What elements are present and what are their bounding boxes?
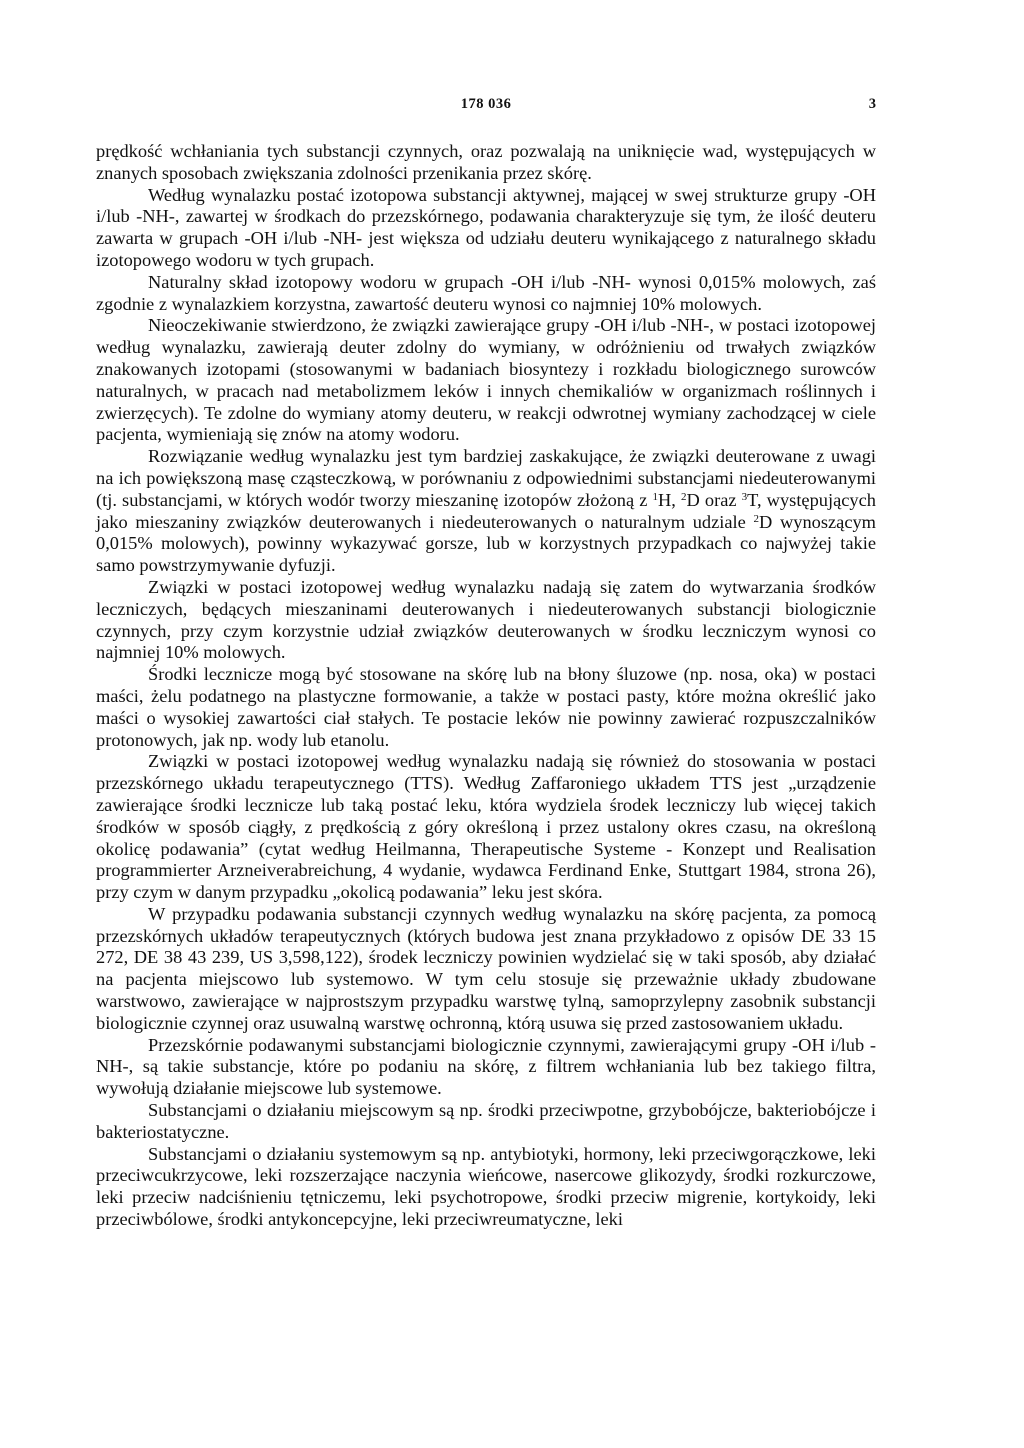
document-number: 178 036 [460, 96, 512, 112]
paragraph: Substancjami o działaniu systemowym są np. antybiotyki, hormony, leki przeciwgorączkowe, leki przeciwcukrzycowe, leki rozszerzające naczynia wieńcowe, nasercowe glikozydy, środki rozkurczowe, leki przeciw nadciśnieniu tętniczemu, leki psychotropowe, środki przeciw migrenie, kortykoidy, leki przeciwbólowe, środki antykoncepcyjne, leki przeciwreumatyczne, leki [96, 1143, 876, 1230]
isotope-text: D oraz [686, 489, 737, 510]
isotope-text: T, występujących jako mieszaniny związków deuterowanych i niedeuterowanych o naturalnym udziale [96, 489, 876, 532]
superscript: 3 [741, 490, 748, 503]
paragraph: Środki lecznicze mogą być stosowane na skórę lub na błony śluzowe (np. nosa, oka) w postaci maści, żelu podatnego na plastyczne formowanie, a także w postaci pasty, które można określić jako maści o wysokiej zawartości ciał stałych. Te postacie leków nie powinny zawierać rozpuszczalników protonowych, jak np. wody lub etanolu. [96, 664, 876, 750]
paragraph-text: Rozwiązanie według wynalazku jest tym bardziej zaskakujące, że związki deuterowane z uwagi na ich powiększoną masę cząsteczkową, w porównaniu z odpowiednimi substancjami niedeuterowanymi (tj. substancjami, w których wodór tworzy mieszaninę izotopów złożoną z [96, 446, 876, 510]
paragraph: Przezskórnie podawanymi substancjami biologicznie czynnymi, zawierającymi grupy -OH i/lub -NH-, są takie substancje, które po podaniu na skórę, z filtrem wchłaniania lub bez takiego filtra, wywołują działanie miejscowe lub systemowe. [96, 1034, 876, 1099]
isotope-text: D wynoszącym 0,015% molowych), powinny wykazywać gorsze, lub w korzystnych przypadkach co najwyżej takie samo powstrzymywanie dyfuzji. [96, 511, 876, 576]
paragraph-with-isotopes [96, 446, 876, 577]
paragraph: Substancjami o działaniu miejscowym są np. środki przeciwpotne, grzybobójcze, bakteriobójcze i bakteriostatyczne. [96, 1100, 876, 1142]
paragraph: Związki w postaci izotopowej według wynalazku nadają się zatem do wytwarzania środków leczniczych, będących mieszaninami deuterowanych i niedeuterowanych substancji biologicznie czynnych, przy czym korzystnie udział związków deuterowanych w środku leczniczym wynosi co najmniej 10% molowych. [96, 576, 876, 663]
paragraph: Związki w postaci izotopowej według wynalazku nadają się również do stosowania w postaci przezskórnego układu terapeutycznego (TTS). Według Zaffaroniego układem TTS jest „urządzenie zawierające środki lecznicze lub taką postać leku, która wydziela środek leczniczy lub więcej takich środków w sposób ciągły, z prędkością z góry określoną i przez ustalony okres czasu, na określoną okolicę podawania” (cytat według Heilmanna, Therapeutische Systeme - Konzept und Realisation programmierter Arzneiverabreichung, 4 wydanie, wydawca Ferdinand Enke, Stuttgart 1984, strona 26), przy czym w danym przypadku „okolicą podawania” leku jest skóra. [96, 751, 876, 903]
page-header [96, 96, 876, 120]
superscript: 2 [753, 512, 759, 525]
paragraph: W przypadku podawania substancji czynnych według wynalazku na skórę pacjenta, za pomocą przezskórnych układów terapeutycznych (których budowa jest znana przykładowo z opisów DE 33 15 272, DE 38 43 239, US 3,598,122), środek leczniczy powinien wydzielać się w taki sposób, aby działać na pacjenta miejscowo lub systemowo. W tym celu stosuje się przeważnie układy zbudowane warstwowo, zawierające w najprostszym przypadku warstwę tylną, samoprzylepny zasobnik substancji biologicznie czynnej oraz usuwalną warstwę ochronną, którą usuwa się przed zastosowaniem układu. [96, 903, 876, 1033]
document-body [96, 141, 876, 1231]
paragraph: prędkość wchłaniania tych substancji czynnych, oraz pozwalają na uniknięcie wad, występujących w znanych sposobach zwiększania zdolności przenikania przez skórę. [96, 141, 876, 183]
isotope-text: H, [658, 489, 676, 510]
paragraph: Nieoczekiwanie stwierdzono, że związki zawierające grupy -OH i/lub -NH-, w postaci izotopowej według wynalazku, zawierają deuter zdolny do wymiany, w odróżnieniu od trwałych związków znakowanych izotopami (stosowanymi w badaniach biosyntezy i rozkładu biologicznego surowców naturalnych, w pracach nad metabolizmem leków i innych chemikaliów w organizmach roślinnych i zwierzęcych). Te zdolne do wymiany atomy deuteru, w reakcji odwrotnej wymiany zachodzącej w ciele pacjenta, wymieniają się znów na atomy wodoru. [96, 315, 876, 445]
superscript: 2 [681, 490, 687, 503]
superscript: 1 [652, 490, 659, 503]
page-number: 3 [868, 96, 876, 112]
paragraph: Naturalny skład izotopowy wodoru w grupach -OH i/lub -NH- wynosi 0,015% molowych, zaś zgodnie z wynalazkiem korzystna, zawartość deuteru wynosi co najmniej 10% molowych. [96, 271, 876, 314]
paragraph: Według wynalazku postać izotopowa substancji aktywnej, mającej w swej strukturze grupy -OH i/lub -NH-, zawartej w środkach do przezskórnego, podawania charakteryzuje się tym, że ilość deuteru zawarta w grupach -OH i/lub -NH- jest większa od udziału deuteru wynikającego z naturalnego składu izotopowego wodoru w tych grupach. [96, 184, 876, 270]
